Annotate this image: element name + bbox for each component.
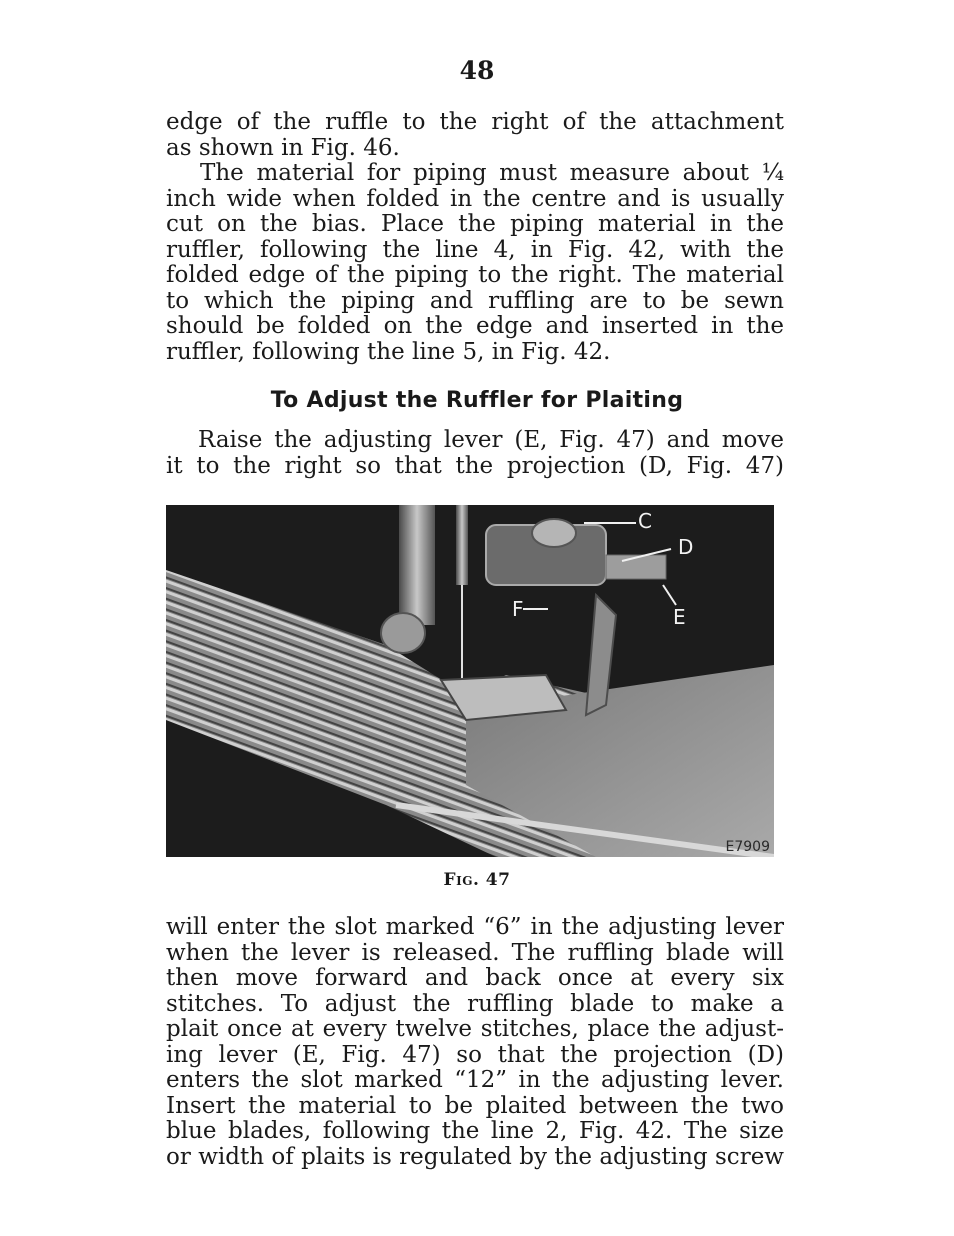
presser-bar xyxy=(399,505,435,625)
text-line: will enter the slot marked “6” in the adjusting lever xyxy=(166,915,784,940)
text-line: blue blades, following the line 2, Fig. 42. The size xyxy=(166,1119,784,1144)
figure-caption: Fig. 47 xyxy=(443,870,511,890)
text-line: as shown in Fig. 46. xyxy=(166,135,400,161)
text-line: The material for piping must measure about ¼ xyxy=(200,161,784,186)
section-heading: To Adjust the Ruffler for Plaiting xyxy=(270,388,684,413)
adjusting-screw xyxy=(532,519,576,547)
paragraph-2 xyxy=(166,161,784,365)
text-line: Raise the adjusting lever (E, Fig. 47) and move xyxy=(198,428,784,453)
text-line: ruffler, following the line 4, in Fig. 42, with the xyxy=(166,237,784,263)
paragraph-1 xyxy=(166,110,784,161)
label-d: D xyxy=(678,535,694,559)
text-line: plait once at every twelve stitches, place the adjust- xyxy=(166,1017,784,1042)
text-line: to which the piping and ruffling are to be sewn xyxy=(166,288,784,314)
paragraph-3 xyxy=(166,428,784,479)
label-e: E xyxy=(673,605,686,629)
label-f: F xyxy=(512,597,524,621)
needle-bar xyxy=(456,505,468,585)
text-line: enters the slot marked “12” in the adjusting lever. xyxy=(166,1068,784,1093)
figure-code: E7909 xyxy=(725,839,770,855)
text-line: edge of the ruffle to the right of the attachment xyxy=(166,110,784,135)
text-line: folded edge of the piping to the right. The material xyxy=(166,263,784,288)
text-line: inch wide when folded in the centre and is usually xyxy=(166,186,784,212)
paragraph-4 xyxy=(166,915,784,1170)
figure-47-photo xyxy=(166,505,774,857)
text-line: ing lever (E, Fig. 47) so that the projection (D) xyxy=(166,1042,784,1068)
text-line: ruffler, following the line 5, in Fig. 42. xyxy=(166,339,611,365)
text-line: it to the right so that the projection (D, Fig. 47) xyxy=(166,453,784,479)
text-line: Insert the material to be plaited between the two xyxy=(166,1093,784,1119)
text-line: or width of plaits is regulated by the adjusting screw xyxy=(166,1144,784,1170)
text-line: should be folded on the edge and inserted in the xyxy=(166,314,784,339)
text-line: stitches. To adjust the ruffling blade to make a xyxy=(166,991,784,1017)
text-line: then move forward and back once at every six xyxy=(166,966,784,991)
label-c: C xyxy=(638,509,652,533)
thumb-screw xyxy=(381,613,425,653)
text-line: when the lever is released. The ruffling blade will xyxy=(166,940,784,966)
page-number: 48 xyxy=(459,56,495,85)
text-line: cut on the bias. Place the piping material in the xyxy=(166,212,784,237)
